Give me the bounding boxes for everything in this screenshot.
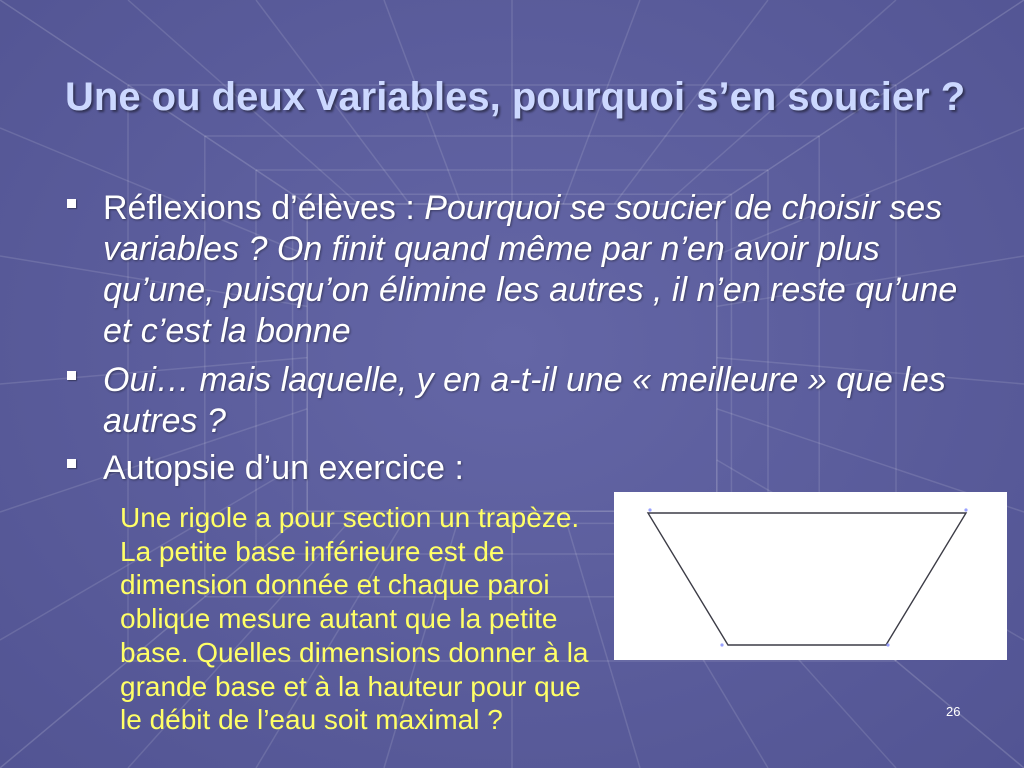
square-bullet-icon <box>67 371 76 380</box>
square-bullet-icon <box>67 199 76 208</box>
bullet-quote-text: qu’une, puisqu’on élimine les autres , il n’en reste qu’une <box>103 271 958 309</box>
exercise-line: base. Quelles dimensions donner à la <box>120 636 589 668</box>
bullet-line: Autopsie d’un exercice : <box>103 449 464 487</box>
trapezoid-figure <box>614 492 1007 660</box>
trapezoid-drawing <box>614 492 1007 660</box>
vertex-point <box>886 643 889 646</box>
vertex-point <box>648 508 651 511</box>
bullet-lead-text: Réflexions d’élèves : <box>103 189 425 227</box>
exercise-line: oblique mesure autant que la petite <box>120 603 558 635</box>
bullet-line <box>103 188 957 229</box>
square-bullet-icon <box>67 459 76 468</box>
bullet-quote-text: Pourquoi se soucier de choisir ses <box>424 189 943 227</box>
exercise-statement <box>120 501 589 737</box>
bullet-exercise-autopsy <box>103 448 464 489</box>
exercise-line: dimension donnée et chaque paroi <box>120 569 550 601</box>
exercise-line: grande base et à la hauteur pour que <box>120 670 581 702</box>
bullet-quote-text: variables ? On finit quand même par n’en avoir plus <box>103 230 880 268</box>
page-number: 26 <box>946 704 961 719</box>
vertex-point <box>964 508 967 511</box>
bullet-which-variable <box>103 360 946 442</box>
bullet-line: Oui… mais laquelle, y en a-t-il une « meilleure » que les <box>103 361 946 399</box>
slide-title: Une ou deux variables, pourquoi s’en soucier ? <box>65 75 966 119</box>
exercise-line: Une rigole a pour section un trapèze. <box>120 502 580 533</box>
exercise-line: le débit de l’eau soit maximal ? <box>120 704 503 736</box>
bullet-student-reflections <box>103 188 957 352</box>
bullet-quote-text: et c’est la bonne <box>103 312 351 350</box>
bullet-line: autres ? <box>103 402 226 440</box>
vertex-point <box>720 643 723 646</box>
exercise-line: La petite base inférieure est de <box>120 535 505 567</box>
trapezoid-section <box>648 513 966 645</box>
